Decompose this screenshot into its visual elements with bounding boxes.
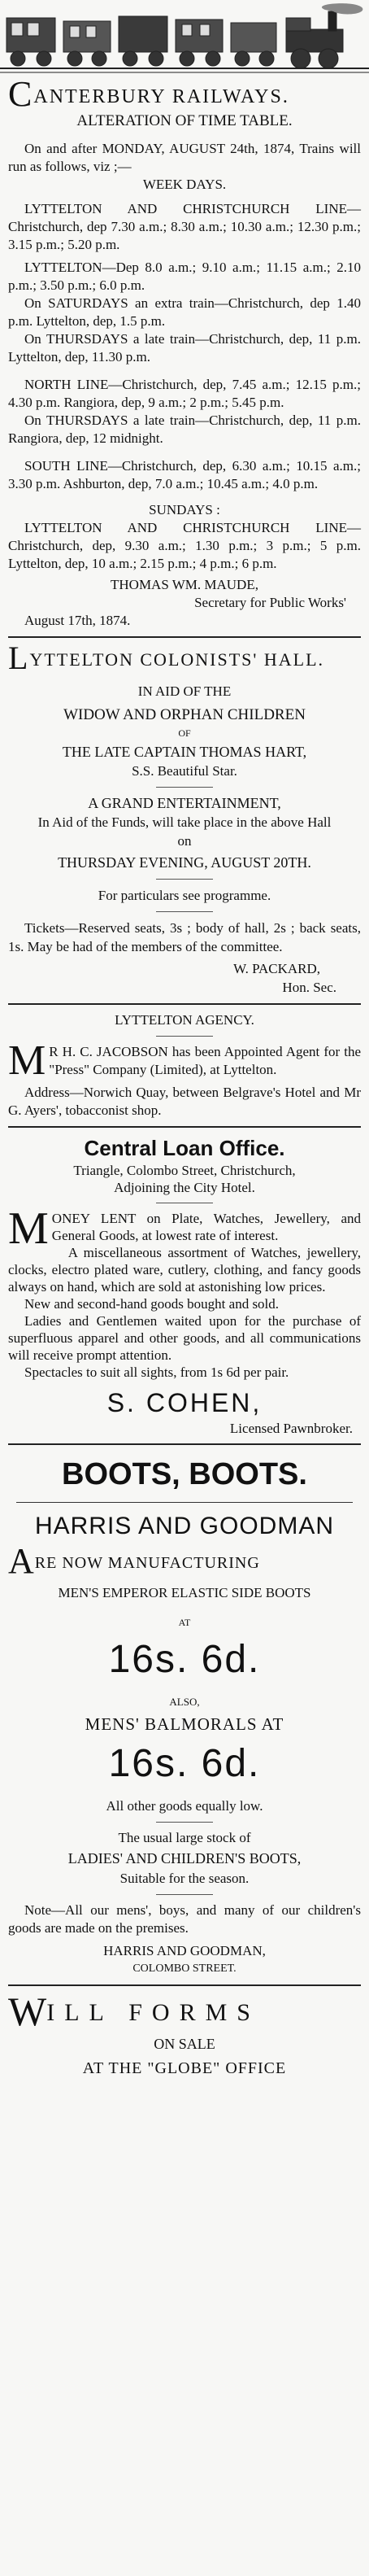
agency-ad <box>8 1011 361 1120</box>
railways-date: August 17th, 1874. <box>24 613 131 628</box>
loan-title: Central Loan Office. <box>84 1136 285 1160</box>
loan-ad <box>8 1134 361 1437</box>
loan-address-2: Adjoining the City Hotel. <box>114 1180 255 1195</box>
hall-line-date: THURSDAY EVENING, AUGUST 20TH. <box>58 854 311 871</box>
boots-manufacturing: RE NOW MANUFACTURING <box>34 1554 260 1572</box>
divider <box>8 1003 361 1005</box>
lyttelton-line-times: LYTTELTON AND CHRISTCHURCH LINE—Christchurch, dep 7.30 a.m.; 8.30 a.m.; 10.30 a.m.; 12.30 p.m.; 3.15 p.m.; 5.20 p.m. <box>8 201 361 252</box>
north-line-times: NORTH LINE—Christchurch, dep, 7.45 a.m.; 12.15 p.m.; 4.30 p.m. Rangiora, dep, 9 a.m.; 2 p.m.; 5.45 p.m. <box>8 377 361 410</box>
railways-title: ANTERBURY RAILWAYS. <box>33 86 289 107</box>
railways-initial: C <box>8 74 34 114</box>
divider <box>8 1443 361 1445</box>
loan-p2: A miscellaneous assortment of Watches, jewellery, clocks, electro plated ware, cutlery, clothing, and fancy goods always on hand, which are sold at astonishing low prices. <box>8 1245 361 1295</box>
loan-address-1: Triangle, Colombo Street, Christchurch, <box>73 1163 296 1178</box>
sundays-times: LYTTELTON AND CHRISTCHURCH LINE—Christchurch, dep, 9.30 a.m.; 1.30 p.m.; 3 p.m.; 5 p.m. Lyttelton, dep, 10 a.m.; 2.15 p.m.; 4 p.m.; 6 p.m. <box>8 520 361 571</box>
loan-p4: Ladies and Gentlemen waited upon for the purchase of superfluous apparel and other goods, and all communications will receive prompt attention. <box>8 1313 361 1363</box>
hall-tickets: Tickets—Reserved seats, 3s ; body of hall, 2s ; back seats, 1s. May be had of the members of the committee. <box>8 920 361 954</box>
boots-cheap: All other goods equally low. <box>106 1798 263 1814</box>
boots-price-1: 16s. 6d. <box>108 1638 261 1681</box>
short-rule <box>156 911 213 912</box>
boots-stock-2: LADIES' AND CHILDREN'S BOOTS, <box>67 1850 302 1867</box>
forms-sale: ON SALE <box>154 2036 215 2052</box>
divider <box>8 1984 361 1986</box>
railways-intro: On and after MONDAY, AUGUST 24th, 1874, Trains will run as follows, viz ;— <box>8 141 361 174</box>
hall-signature: W. PACKARD, <box>233 961 320 976</box>
railways-signature-role: Secretary for Public Works' <box>194 595 346 610</box>
short-rule <box>156 879 213 880</box>
sundays-heading: SUNDAYS : <box>149 502 220 517</box>
forms-title: ILL FORMS <box>46 1999 260 2026</box>
loan-initial: M <box>8 1203 49 1254</box>
lyttelton-departures: LYTTELTON—Dep 8.0 a.m.; 9.10 a.m.; 11.15 a.m.; 2.10 p.m.; 3.50 p.m.; 6.0 p.m. <box>8 260 361 293</box>
hall-signature-role: Hon. Sec. <box>282 980 336 995</box>
hall-line-captain: THE LATE CAPTAIN THOMAS HART, <box>62 744 307 760</box>
divider <box>8 636 361 638</box>
boots-also: ALSO, <box>169 1696 200 1708</box>
forms-title-line <box>8 1989 361 2034</box>
hall-line-funds: In Aid of the Funds, will take place in the above Hall on <box>37 814 332 849</box>
forms-initial: W <box>8 1989 47 2034</box>
hall-line-widow: WIDOW AND ORPHAN CHILDREN <box>63 706 306 723</box>
hall-title-line <box>8 640 361 676</box>
south-line-times: SOUTH LINE—Christchurch, dep, 6.30 a.m.; 10.15 a.m.; 3.30 p.m. Ashburton, dep, 7.0 a.m.; 10.45 a.m.; 4.0 p.m. <box>8 458 361 491</box>
hall-line-ship: S.S. Beautiful Star. <box>132 763 237 779</box>
railways-title-line <box>8 74 361 114</box>
agency-initial: M <box>8 1037 46 1084</box>
loan-role: Licensed Pawnbroker. <box>229 1421 353 1436</box>
loan-name: S. COHEN, <box>106 1388 263 1417</box>
boots-street: COLOMBO STREET. <box>132 1963 237 1975</box>
boots-initial: A <box>8 1541 35 1581</box>
loan-p5: Spectacles to suit all sights, from 1s 6d per pair. <box>24 1364 289 1380</box>
railways-ad <box>8 74 361 630</box>
short-rule <box>156 1822 213 1823</box>
boots-price-2: 16s. 6d. <box>108 1742 261 1785</box>
saturdays-extra: On SATURDAYS an extra train—Christchurch, dep 1.40 p.m. Lyttelton, dep, 1.5 p.m. <box>8 295 361 329</box>
rule <box>16 1502 353 1503</box>
weekdays-heading: WEEK DAYS. <box>142 177 227 192</box>
boots-stock-3: Suitable for the season. <box>119 1871 250 1886</box>
short-rule <box>156 1036 213 1037</box>
short-rule <box>156 1894 213 1895</box>
agency-address: Address—Norwich Quay, between Belgrave's Hotel and Mr G. Ayers', tobacconist shop. <box>8 1085 361 1118</box>
boots-balmorals: MENS' BALMORALS AT <box>85 1714 284 1734</box>
boots-at-1: AT <box>178 1617 191 1628</box>
boots-stock-1: The usual large stock of <box>118 1830 251 1845</box>
loan-p1 <box>8 1203 361 1254</box>
loan-p3: New and second-hand goods bought and sold. <box>24 1296 280 1312</box>
short-rule <box>156 787 213 788</box>
forms-ad <box>8 1989 361 2077</box>
agency-body-text: R H. C. JACOBSON has been Appointed Agent for the "Press" Company (Limited), at Lyttelton. <box>49 1044 361 1077</box>
boots-firm: HARRIS AND GOODMAN <box>34 1513 335 1539</box>
thursdays-late-1: On THURSDAYS a late train—Christchurch, dep, 11 p.m. Lyttelton, dep, 11.30 p.m. <box>8 331 361 365</box>
agency-body <box>8 1037 361 1084</box>
boots-ad <box>8 1452 361 1978</box>
boots-elastic: MEN'S EMPEROR ELASTIC SIDE BOOTS <box>58 1585 311 1600</box>
agency-title: LYTTELTON AGENCY. <box>115 1012 254 1028</box>
boots-title: BOOTS, BOOTS. <box>62 1457 307 1491</box>
hall-title: YTTELTON COLONISTS' HALL. <box>29 649 325 670</box>
hall-line-entertainment: A GRAND ENTERTAINMENT, <box>88 795 281 811</box>
boots-note: Note—All our mens', boys, and many of our children's goods are made on the premises. <box>8 1902 361 1936</box>
hall-line-programme: For particulars see programme. <box>98 888 271 903</box>
railways-subtitle: ALTERATION OF TIME TABLE. <box>76 112 293 129</box>
thursdays-late-2: On THURSDAYS a late train—Christchurch, dep, 11 p.m. Rangiora, dep, 12 midnight. <box>8 413 361 446</box>
railways-signature: THOMAS WM. MAUDE, <box>111 577 258 592</box>
train-engraving <box>0 2 369 79</box>
hall-line-aid: IN AID OF THE <box>137 683 232 699</box>
forms-office: AT THE "GLOBE" OFFICE <box>82 2059 287 2077</box>
loan-p1-text: ONEY LENT on Plate, Watches, Jewellery, and General Goods, at lowest rate of interest. <box>51 1211 361 1243</box>
hall-line-of: OF <box>178 727 191 739</box>
boots-manufacturing-line <box>8 1541 361 1581</box>
divider <box>8 1126 361 1128</box>
hall-ad <box>8 640 361 997</box>
hall-initial: L <box>8 640 30 676</box>
boots-signature: HARRIS AND GOODMAN, <box>103 1943 266 1958</box>
